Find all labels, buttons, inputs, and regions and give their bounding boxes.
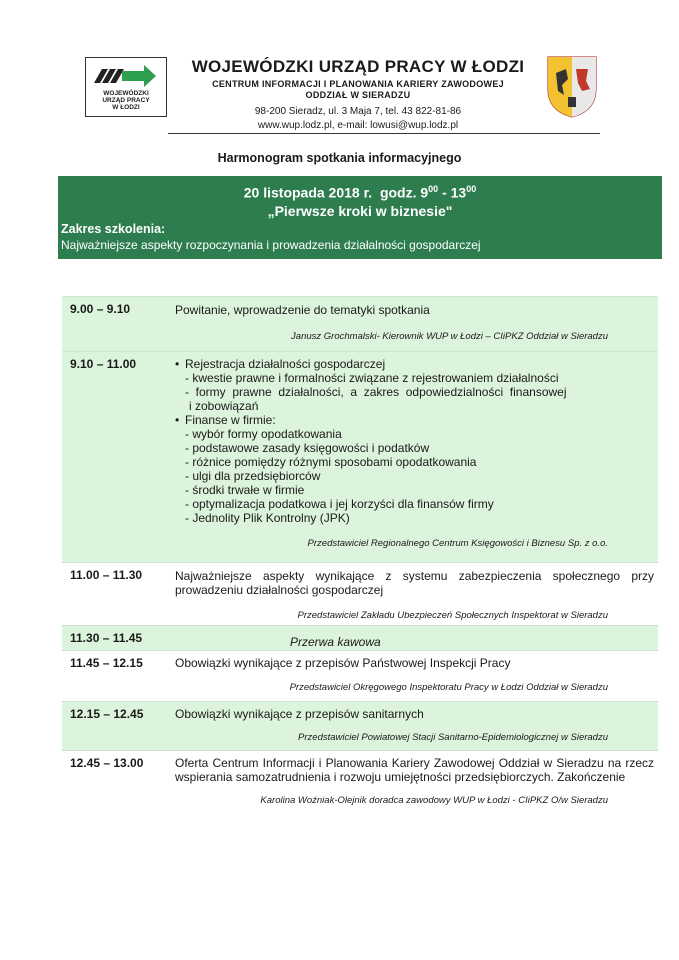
event-date: 20 listopada 2018 r.: [243, 184, 373, 201]
agenda-row: [62, 351, 658, 562]
office-subtitle-2: ODDZIAŁ W SIERADZU: [305, 90, 411, 100]
agenda-speaker: Przedstawiciel Regionalnego Centrum Księgowości i Biznesu Sp. z o.o.: [307, 538, 608, 549]
time-dash: -: [442, 184, 447, 201]
agenda-subitem: - optymalizacja podatkowa i jej korzyści dla finansów firmy: [185, 497, 494, 511]
agenda-row: [62, 701, 658, 750]
scope-label: Zakres szkolenia:: [61, 222, 166, 236]
end-minutes: 00: [466, 184, 477, 194]
agenda-subitem: - kwestie prawne i formalności związane z rejestrowaniem działalności: [185, 371, 559, 385]
agenda-time: 12.15 – 12.45: [70, 707, 144, 721]
agenda-subitem: - wybór formy opodatkowania: [185, 427, 342, 441]
end-hour: 13: [450, 184, 467, 201]
agenda-time: 11.45 – 12.15: [70, 656, 143, 670]
agenda-time: 11.30 – 11.45: [70, 631, 143, 645]
agenda-subitem: - różnice pomiędzy różnymi sposobami opodatkowania: [185, 455, 477, 469]
office-web-email[interactable]: www.wup.lodz.pl, e-mail: lowusi@wup.lodz.pl: [257, 120, 459, 131]
agenda-subitem: - formy prawne działalności, a zakres odpowiedzialności finansowej: [185, 385, 567, 399]
wup-logo: [85, 57, 167, 117]
agenda-speaker: Przedstawiciel Powiatowej Stacji Sanitarno-Epidemiologicznej w Sieradzu: [298, 732, 608, 743]
agenda-row: [62, 750, 658, 837]
agenda-time: 11.00 – 11.30: [70, 568, 143, 582]
office-address: 98-200 Sieradz, ul. 3 Maja 7, tel. 43 822-81-86: [254, 106, 462, 117]
agenda-topic: Najważniejsze aspekty wynikające z systemu zabezpieczenia społecznego przy prowadzeniu działalności gospodarczej: [175, 569, 654, 597]
arrow-logo-icon: [92, 61, 158, 91]
agenda-subitem: - Jednolity Plik Kontrolny (JPK): [185, 511, 350, 525]
agenda-row: [62, 650, 658, 701]
agenda-topic: Obowiązki wynikające z przepisów Państwowej Inspekcji Pracy: [175, 656, 511, 670]
logo-line-3: W ŁODZI: [112, 104, 140, 111]
logo-line-2: URZĄD PRACY: [102, 97, 150, 104]
agenda-speaker: Janusz Grochmalski- Kierownik WUP w Łodzi – CIiPKZ Oddział w Sieradzu: [291, 331, 608, 342]
logo-line-1: WOJEWÓDZKI: [103, 90, 149, 97]
agenda-topic: Obowiązki wynikające z przepisów sanitarnych: [175, 707, 424, 721]
agenda-subitem: - ulgi dla przedsiębiorców: [185, 469, 321, 483]
agenda-speaker: Przedstawiciel Okręgowego Inspektoratu Pracy w Łodzi Oddział w Sieradzu: [289, 682, 608, 693]
agenda-table: [62, 296, 658, 837]
agenda-row: [62, 625, 658, 650]
agenda-row: [62, 296, 658, 351]
start-hour: 9: [420, 184, 429, 201]
region-crest-icon: [546, 55, 598, 119]
event-datetime: [58, 184, 662, 201]
agenda-subitem: - podstawowe zasady księgowości i podatków: [185, 441, 430, 455]
agenda-bullet: • Rejestracja działalności gospodarczej: [175, 357, 654, 371]
agenda-row: [62, 562, 658, 625]
office-subtitle-1: CENTRUM INFORMACJI I PLANOWANIA KARIERY ZAWODOWEJ: [212, 79, 504, 89]
event-banner: [58, 176, 662, 259]
agenda-topic: Powitanie, wprowadzenie do tematyki spotkania: [175, 303, 430, 317]
scope-text: Najważniejsze aspekty rozpoczynania i prowadzenia działalności gospodarczej: [61, 238, 481, 252]
event-name: „Pierwsze kroki w biznesie": [267, 203, 453, 219]
agenda-time: 9.00 – 9.10: [70, 302, 131, 316]
agenda-speaker: Karolina Woźniak-Olejnik doradca zawodowy WUP w Łodzi - CIiPKZ O/w Sieradzu: [260, 795, 608, 806]
document-title: Harmonogram spotkania informacyjnego: [217, 151, 462, 165]
agenda-time: 9.10 – 11.00: [70, 357, 137, 371]
agenda-subitem: - środki trwałe w firmie: [185, 483, 305, 497]
office-title: WOJEWÓDZKI URZĄD PRACY W ŁODZI: [191, 57, 525, 76]
agenda-subitem: i zobowiązań: [189, 399, 259, 413]
header-divider: [168, 133, 600, 134]
agenda-bullet: • Finanse w firmie:: [175, 413, 654, 427]
agenda-time: 12.45 – 13.00: [70, 756, 144, 770]
agenda-speaker: Przedstawiciel Zakładu Ubezpieczeń Społecznych Inspektorat w Sieradzu: [297, 610, 608, 621]
agenda-topic: Oferta Centrum Informacji i Planowania Kariery Zawodowej Oddział w Sieradzu na rzecz wspierania samozatrudnienia i rozwoju umiejętności przedsiębiorczych. Zakończenie: [175, 756, 654, 784]
agenda-topic: Przerwa kawowa: [290, 635, 381, 649]
event-godz-label: godz.: [379, 184, 417, 201]
start-minutes: 00: [428, 184, 439, 194]
